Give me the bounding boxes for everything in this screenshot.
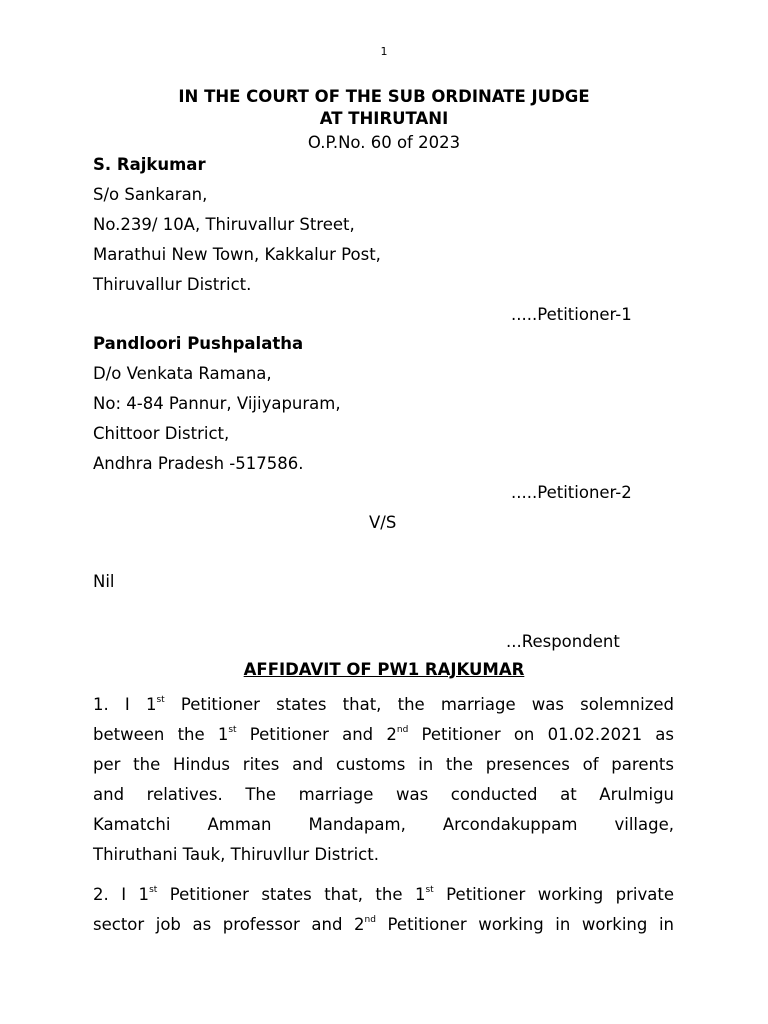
page-number: 1 [380, 45, 388, 58]
petitioner1-role: .....Petitioner-1 [511, 305, 632, 324]
paragraph-2 [93, 880, 674, 940]
petitioner2-address-line: Chittoor District, [93, 424, 230, 443]
court-heading-line1: IN THE COURT OF THE SUB ORDINATE JUDGE [178, 87, 590, 106]
versus-label: V/S [369, 513, 397, 532]
petitioner1-name: S. Rajkumar [93, 155, 206, 174]
petitioner1-address-line: No.239/ 10A, Thiruvallur Street, [93, 215, 355, 234]
petitioner1-address-line: S/o Sankaran, [93, 185, 208, 204]
respondent-name: Nil [93, 572, 115, 591]
court-heading-line2: AT THIRUTANI [319, 109, 449, 128]
case-number: O.P.No. 60 of 2023 [307, 133, 461, 152]
paragraph-line: 2. I 1st Petitioner states that, the 1st Petitioner working private [93, 885, 675, 904]
paragraph-line: sector job as professor and 2nd Petitioner working in working in [93, 915, 674, 934]
paragraph-line: and relatives. The marriage was conducted at Arulmigu [93, 785, 674, 804]
petitioner1-address-line: Thiruvallur District. [93, 275, 252, 294]
petitioner2-address-line: No: 4-84 Pannur, Vijiyapuram, [93, 394, 341, 413]
petitioner2-address-line: Andhra Pradesh -517586. [93, 454, 304, 473]
petitioner2-address-line: D/o Venkata Ramana, [93, 364, 272, 383]
paragraph-line: per the Hindus rites and customs in the presences of parents [93, 755, 674, 774]
petitioner1-address-line: Marathui New Town, Kakkalur Post, [93, 245, 381, 264]
paragraph-line: 1. I 1st Petitioner states that, the marriage was solemnized [93, 695, 674, 714]
affidavit-title [0, 659, 768, 681]
respondent-role: ...Respondent [506, 632, 620, 651]
petitioner2-name: Pandloori Pushpalatha [93, 334, 304, 353]
paragraph-line: Kamatchi Amman Mandapam, Arcondakuppam village, [93, 815, 674, 834]
paragraph-line: between the 1st Petitioner and 2nd Petitioner on 01.02.2021 as [93, 725, 674, 744]
paragraph-line: Thiruthani Tauk, Thiruvllur District. [93, 845, 379, 864]
petitioner2-role: .....Petitioner-2 [511, 483, 632, 502]
paragraph-1 [93, 690, 674, 870]
affidavit-title-text: AFFIDAVIT OF PW1 RAJKUMAR [243, 660, 525, 679]
